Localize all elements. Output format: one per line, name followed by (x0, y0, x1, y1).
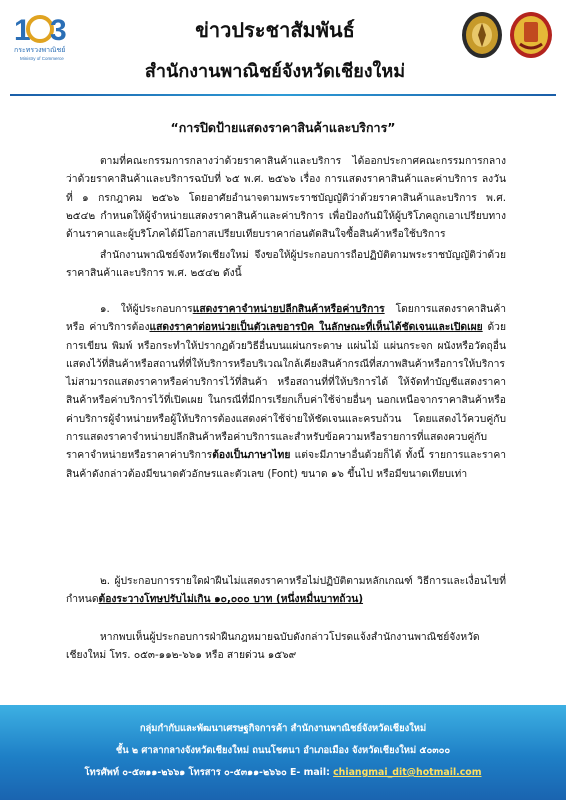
rule-1-lead: ๑. ให้ผู้ประกอบการ (100, 303, 193, 315)
chiang-mai-province-seal (508, 10, 554, 60)
header-divider (10, 94, 556, 96)
footer-department: กลุ่มกำกับและพัฒนาเศรษฐกิจการค้า สำนักงานพาณิชย์จังหวัดเชียงใหม่ (139, 723, 427, 734)
svg-text:1: 1 (14, 14, 31, 47)
page-footer (0, 705, 566, 800)
footer-phone: โทรศัพท์ ๐-๕๓๑๑-๒๖๖๑ โทรสาร ๐-๕๓๑๑-๒๖๖๐ E- mail: (84, 767, 330, 778)
paragraph-request: สำนักงานพาณิชย์จังหวัดเชียงใหม่ จึงขอให้ผู้ประกอบการถือปฏิบัติตามพระราชบัญญัติว่าด้วย ราคาสินค้าและบริการ พ.ศ. ๒๕๔๒ ดังนี้ (66, 249, 506, 280)
svg-text:3: 3 (50, 14, 67, 47)
paragraph-rule-1 (66, 300, 506, 483)
rule-2-penalty: ต้องระวางโทษปรับไม่เกิน ๑๐,๐๐๐ บาท (หนึ่งหมื่นบาทถ้วน) (98, 593, 364, 606)
rule-1-emphasis-price: แสดงราคาจำหน่ายปลีกสินค้าหรือค่าบริการ (192, 303, 385, 315)
rule-1-text: โดยการแสดงราคาสินค้าหรือ ค่าบริการต้อง (66, 303, 506, 334)
commerce-emblem (460, 10, 504, 60)
footer-contact (0, 765, 566, 780)
svg-text:กระทรวงพาณิชย์: กระทรวงพาณิชย์ (14, 47, 66, 54)
paragraph-intro: ตามที่คณะกรรมการกลางว่าด้วยราคาสินค้าและบริการ ได้ออกประกาศคณะกรรมการกลางว่าด้วยราคาสินค้าและบริการฉบับที่ ๖๕ พ.ศ. ๒๕๖๖ เรื่อง การแสดงราคาสินค้าและค่าบริการ ลงวันที่ ๑ กรกฎาคม ๒๕๖๖ โดยอาศัยอำนาจตามพระราชบัญญัติว่าด้วยราคาสินค้าและบริการ พ.ศ. ๒๕๔๒ กำหนดให้ผู้จำหน่ายแสดงราคาสินค้าและค่าบริการ เพื่อป้องกันมิให้ผู้บริโภคถูกเอาเปรียบทางด้านราคาและผู้บริโภคได้มีโอกาสเปรียบเทียบราคาก่อนตัดสินใจซื้อสินค้าหรือใช้บริการ (66, 155, 506, 241)
paragraph-rule-2 (66, 572, 506, 609)
page-header (0, 0, 566, 100)
rule-1-tail: แต่จะมีภาษาอื่นด้วยก็ได้ ทั้งนี้ รายการและราคาสินค้าดังกล่าวต้องมีขนาดตัวอักษรและตัวเลข (Font) ขนาด ๑๖ ขึ้นไป หรือมีขนาดเทียบเท่า (66, 449, 506, 480)
footer-email-link[interactable]: chiangmai_dit@hotmail.com (333, 767, 482, 778)
svg-text:Ministry of Commerce: Ministry of Commerce (20, 56, 64, 61)
rule-1-emphasis-thai: ต้องเป็นภาษาไทย (212, 449, 291, 462)
ministry-of-commerce-logo (12, 6, 74, 64)
rule-1-emphasis-arabic: แสดงราคาต่อหน่วยเป็นตัวเลขอารบิค ในลักษณะที่เห็นได้ชัดเจนและเปิดเผย (149, 321, 483, 334)
rule-1-body: ด้วยการเขียน พิมพ์ หรือกระทำให้ปรากฏด้วยวิธีอื่นบนแผ่นกระดาษ แผ่นไม้ แผ่นกระจก ผนังหรือวัตถุอื่น แสดงไว้ที่สินค้าหรือสถานที่ที่ให้บริการหรือบริเวณใกล้เคียงสินค้ากรณีที่สภาพสินค้าหรือการให้บริการไม่สามารถแสดงราคาหรือค่าบริการไว้ที่สินค้า หรือสถานที่ที่ให้บริการได้ ให้จัดทำบัญชีแสดงราคาสินค้าหรือค่าบริการไว้ที่เปิดเผย ในกรณีที่มีการเรียกเก็บค่าใช้จ่ายอื่นๆ นอกเหนือจากราคาสินค้าหรือค่าบริการผู้จำหน่ายหรือผู้ให้บริการต้องแสดงค่าใช้จ่ายให้ชัดเจนและครบถ้วน โดยแสดงไว้ควบคู่กับการแสดงราคาจำหน่ายปลีกสินค้าหรือค่าบริการและสำหรับข้อความหรือรายการที่แสดงควบคู่กับราคาจำหน่ายหรือราคาค่าบริการ (66, 321, 506, 462)
footer-address: ชั้น ๒ ศาลากลางจังหวัดเชียงใหม่ ถนนโชตนา อำเภอเมือง จังหวัดเชียงใหม่ ๕๐๓๐๐ (115, 745, 451, 756)
header-title-line2: สำนักงานพาณิชย์จังหวัดเชียงใหม่ (144, 61, 406, 82)
rule-2-text: ๒. ผู้ประกอบการรายใดฝ่าฝืนไม่แสดงราคาหรือไม่ปฏิบัติตามหลักเกณฑ์ วิธีการและเงื่อนไขที่กำหนด (66, 575, 506, 606)
header-title-line1: ข่าวประชาสัมพันธ์ (195, 18, 355, 42)
paragraph-contact: หากพบเห็นผู้ประกอบการฝ่าฝืนกฎหมายฉบับดังกล่าวโปรดแจ้งสำนักงานพาณิชย์จังหวัดเชียงใหม่ โทร. ๐๕๓-๑๑๒-๖๖๑ หรือ สายด่วน ๑๕๖๙ (66, 631, 480, 662)
document-title: “การปิดป้ายแสดงราคาสินค้าและบริการ” (170, 120, 396, 135)
